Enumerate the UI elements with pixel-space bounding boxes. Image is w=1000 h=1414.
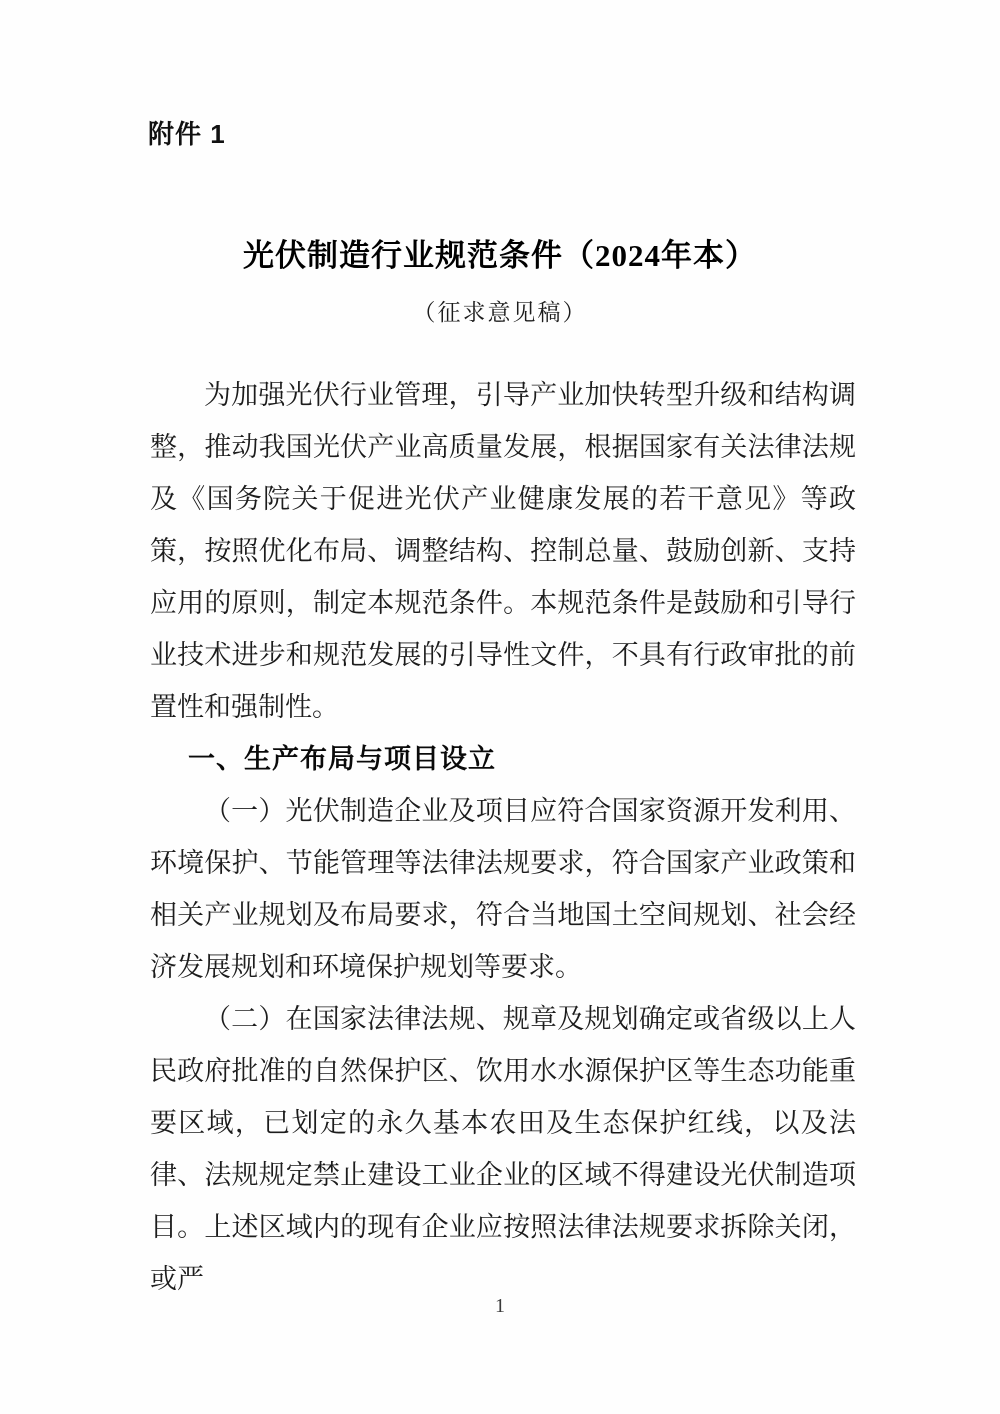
document-title: 光伏制造行业规范条件（2024年本） [243, 238, 757, 273]
page-number: 1 [495, 1295, 505, 1317]
clause-paragraph-2: （二）在国家法律法规、规章及规划确定或省级以上人民政府批准的自然保护区、饮用水水源保护区等生态功能重要区域，已划定的永久基本农田及生态保护红线，以及法律、法规规定禁止建设工业企业的区域不得建设光伏制造项目。上述区域内的现有企业应按照法律法规要求拆除关闭，或严 [150, 1004, 856, 1294]
section-heading: 一、生产布局与项目设立 [188, 744, 496, 774]
attachment-label: 附件 1 [148, 119, 226, 149]
document-subtitle: （征求意见稿） [412, 300, 588, 325]
intro-paragraph: 为加强光伏行业管理，引导产业加快转型升级和结构调整，推动我国光伏产业高质量发展，根据国家有关法律法规及《国务院关于促进光伏产业健康发展的若干意见》等政策，按照优化布局、调整结构、控制总量、鼓励创新、支持应用的原则，制定本规范条件。本规范条件是鼓励和引导行业技术进步和规范发展的引导性文件，不具有行政审批的前置性和强制性。 [150, 380, 856, 722]
document-body [150, 369, 856, 1305]
clause-paragraph-1: （一）光伏制造企业及项目应符合国家资源开发利用、环境保护、节能管理等法律法规要求，符合国家产业政策和相关产业规划及布局要求，符合当地国土空间规划、社会经济发展规划和环境保护规划等要求。 [150, 796, 856, 982]
